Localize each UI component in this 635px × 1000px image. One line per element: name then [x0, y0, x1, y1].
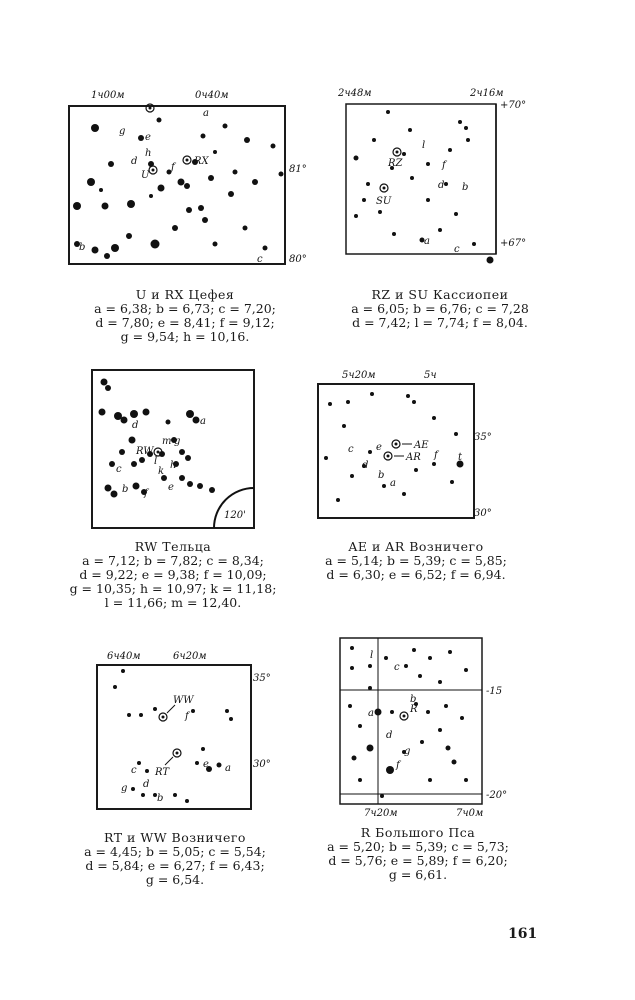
variable-label: RX	[194, 156, 209, 167]
comparison-star-labels	[121, 711, 231, 804]
caption-title: RT и WW Возничего	[104, 830, 246, 845]
caption-title: AE и AR Возничего	[348, 539, 484, 554]
star-label: m	[162, 436, 172, 447]
star-label: c	[131, 765, 137, 776]
star-label: d	[386, 730, 393, 741]
ra-label: 2ч48м	[338, 88, 372, 99]
caption-title: R Большого Пса	[360, 825, 476, 840]
star-label: e	[376, 442, 382, 453]
variable-label: AE	[414, 440, 429, 451]
dec-label: 35°	[253, 673, 271, 684]
caption-line: d = 7,42; l = 7,74; f = 8,04.	[352, 315, 528, 330]
star-label: c	[116, 464, 122, 475]
variable-stars	[141, 104, 210, 181]
star-label: c	[348, 444, 354, 455]
caption-title: RZ и SU Кассиопеи	[371, 287, 509, 302]
caption-line: d = 9,22; e = 9,38; f = 10,09;	[79, 567, 267, 582]
star-label: a	[203, 108, 209, 119]
star-label: a	[390, 478, 396, 489]
variable-label: U	[141, 170, 150, 181]
dec-label: 80°	[289, 254, 307, 265]
dec-label: 30°	[253, 759, 271, 770]
caption-canis-major	[288, 826, 548, 882]
star-label: b	[157, 793, 164, 804]
star-label: f	[171, 162, 175, 173]
star-label: g	[121, 783, 128, 794]
variable-stars	[376, 148, 404, 207]
caption-line: d = 5,84; e = 6,27; f = 6,43;	[85, 858, 265, 873]
star-chart-canis-major	[330, 630, 530, 820]
caption-line: g = 9,54; h = 10,16.	[120, 329, 250, 344]
star-label: e	[145, 132, 151, 143]
ra-label: 6ч40м	[107, 651, 141, 662]
variable-stars	[384, 440, 429, 463]
ra-label: 5ч20м	[342, 370, 376, 381]
comparison-star-labels	[422, 140, 468, 255]
star-chart-cassiopeia	[330, 80, 600, 280]
star-label: t	[458, 452, 463, 463]
dec-label: 35°	[474, 432, 492, 443]
field-stars	[99, 379, 216, 498]
star-label: c	[454, 244, 460, 255]
star-label: k	[158, 466, 165, 477]
star-label: c	[257, 254, 263, 265]
star-label: f	[396, 760, 400, 771]
field-stars	[113, 669, 233, 803]
star-label: a	[225, 763, 231, 774]
comparison-star-labels	[79, 108, 263, 265]
page-number: 161	[508, 926, 538, 942]
caption-cepheus	[55, 288, 315, 344]
comparison-star-labels	[348, 442, 463, 489]
caption-line: d = 5,76; e = 5,89; f = 6,20;	[328, 853, 508, 868]
dec-label: 30°	[474, 508, 492, 519]
star-label: e	[168, 482, 174, 493]
caption-line: g = 6,54.	[145, 872, 205, 887]
caption-line: a = 5,20; b = 5,39; c = 5,73;	[327, 839, 509, 854]
star-label: h	[170, 460, 177, 471]
caption-line: a = 7,12; b = 7,82; c = 8,34;	[82, 553, 264, 568]
caption-line: l = 11,66; m = 12,40.	[104, 595, 242, 610]
caption-line: d = 6,30; e = 6,52; f = 6,94.	[326, 567, 506, 582]
variable-label: SU	[376, 196, 392, 207]
dec-label: -15	[486, 686, 503, 697]
star-label: c	[394, 662, 400, 673]
ra-label: 5ч	[424, 370, 437, 381]
star-label: h	[145, 148, 152, 159]
caption-line: a = 5,14; b = 5,39; c = 5,85;	[325, 553, 507, 568]
star-label: b	[122, 484, 129, 495]
variable-stars	[135, 446, 162, 457]
star-label: l	[154, 456, 158, 467]
variable-label: AR	[406, 452, 421, 463]
star-chart-auriga-rt-ww	[85, 645, 285, 825]
star-chart-auriga-ae-ar	[308, 360, 508, 530]
star-label: d	[362, 460, 369, 471]
star-label: f	[434, 450, 438, 461]
dec-label: -20°	[486, 790, 508, 801]
caption-auriga-ae-ar	[286, 540, 546, 582]
star-chart-cepheus	[55, 80, 315, 280]
star-label: d	[132, 420, 139, 431]
star-label: l	[422, 140, 426, 151]
corner-scale-label: 120'	[224, 510, 246, 521]
star-label: b	[79, 242, 86, 253]
star-label: d	[131, 156, 138, 167]
star-label: e	[203, 759, 209, 770]
star-chart-taurus	[78, 360, 278, 540]
star-label: b	[378, 470, 385, 481]
star-label: f	[185, 711, 189, 722]
caption-auriga-rt-ww	[40, 831, 310, 887]
variable-stars	[154, 695, 194, 778]
star-label: g	[119, 126, 126, 137]
variable-label: RZ	[388, 158, 403, 169]
caption-line: a = 6,38; b = 6,73; c = 7,20;	[94, 301, 276, 316]
star-label: g	[174, 436, 181, 447]
ra-label: 7ч20м	[364, 808, 398, 819]
variable-stars	[400, 704, 418, 720]
caption-line: g = 10,35; h = 10,97; k = 11,18;	[69, 581, 277, 596]
variable-label: WW	[173, 695, 194, 706]
variable-label: RW	[136, 446, 154, 457]
variable-label: R	[410, 704, 418, 715]
star-label: d	[143, 779, 150, 790]
caption-cassiopeia	[290, 288, 590, 330]
star-label: a	[200, 416, 206, 427]
caption-line: a = 6,05; b = 6,76; c = 7,28	[351, 301, 529, 316]
caption-line: d = 7,80; e = 8,41; f = 9,12;	[95, 315, 275, 330]
star-label: g	[404, 746, 411, 757]
variable-label: RT	[155, 767, 170, 778]
star-label: a	[424, 236, 430, 247]
caption-line: g = 6,61.	[388, 867, 448, 882]
ra-label: 6ч20м	[173, 651, 207, 662]
ra-label: 0ч40м	[195, 90, 229, 101]
dec-label: 81°	[289, 164, 307, 175]
dec-label: +70°	[500, 100, 527, 111]
caption-title: RW Тельца	[134, 539, 212, 554]
star-label: f	[144, 488, 148, 499]
star-label: b	[462, 182, 469, 193]
star-label: d	[438, 180, 445, 191]
ra-label: 7ч0м	[456, 808, 484, 819]
caption-taurus	[48, 540, 298, 610]
caption-title: U и RX Цефея	[135, 287, 235, 302]
field-stars	[348, 646, 468, 798]
star-label: l	[370, 650, 374, 661]
comparison-star-labels	[116, 416, 206, 499]
ra-label: 1ч00м	[91, 90, 125, 101]
star-label: f	[442, 160, 446, 171]
ra-label: 2ч16м	[470, 88, 504, 99]
field-stars	[73, 118, 284, 260]
dec-label: +67°	[500, 238, 527, 249]
star-label: a	[368, 708, 374, 719]
star-label: b	[410, 694, 417, 705]
caption-line: a = 4,45; b = 5,05; c = 5,54;	[84, 844, 266, 859]
